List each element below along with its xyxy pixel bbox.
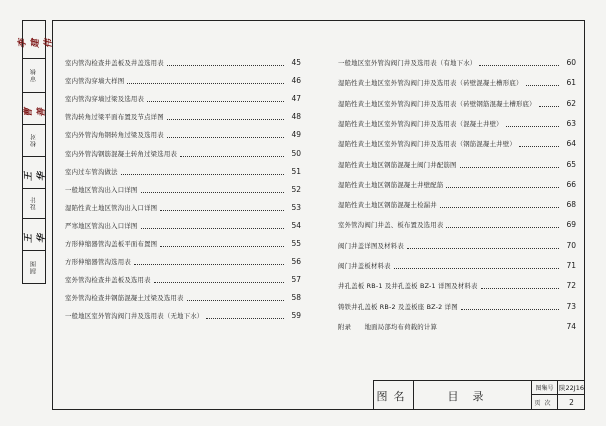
- title-block: [373, 380, 585, 410]
- toc-entry-title: 方形伸缩器管沟盖板平面布置图: [65, 240, 158, 248]
- toc-entry-page: 49: [291, 130, 301, 140]
- toc-entry: [338, 280, 576, 292]
- leader-dots: [506, 126, 559, 127]
- leader-dots: [127, 83, 284, 84]
- toc-entry-page: 46: [291, 76, 301, 86]
- strip-cell-check-label: [23, 125, 45, 157]
- toc-entry-page: 60: [566, 58, 576, 67]
- leader-dots: [187, 300, 284, 301]
- draw-label: 制图: [30, 260, 38, 274]
- toc-entry-page: 55: [291, 239, 301, 248]
- toc-entry: [338, 301, 576, 313]
- signature-designer: 王华: [24, 233, 47, 243]
- leader-dots: [519, 146, 559, 147]
- toc-entry-page: 63: [566, 118, 576, 128]
- leader-dots: [160, 246, 284, 247]
- toc-entry-title: 方形伸缩器管沟选用表: [65, 258, 131, 267]
- toc-entry: [338, 77, 576, 89]
- toc-entry: [338, 138, 576, 150]
- toc-entry-title: 室内管沟检查井盖板及井盖选用表: [65, 59, 164, 67]
- toc-entry-title: 阀门井盖详图及材料表: [338, 241, 404, 250]
- design-label: 设计: [30, 196, 38, 211]
- leader-dots: [446, 187, 559, 188]
- toc-entry: [338, 98, 576, 110]
- toc-entry-page: 70: [566, 240, 576, 250]
- toc-entry-title: 严寒地区管沟出入口详图: [65, 221, 138, 230]
- leader-dots: [121, 174, 284, 175]
- page-number-value: 2: [569, 398, 574, 407]
- toc-entry-title: 附录 地面局部均布荷载的计算: [338, 322, 438, 331]
- leader-dots: [461, 309, 559, 310]
- toc-entry-page: 52: [291, 184, 301, 194]
- toc-entry: [65, 310, 301, 322]
- toc-entry: [65, 202, 301, 214]
- toc-entry-title: 室内管沟穿墙大样图: [65, 77, 125, 86]
- leader-dots: [539, 106, 559, 107]
- strip-cell-draw-label: [23, 251, 45, 283]
- toc-entry: [338, 57, 576, 69]
- toc-entry: [338, 159, 576, 171]
- leader-dots: [141, 192, 285, 193]
- toc-entry-page: 45: [291, 58, 301, 67]
- toc-entry-page: 71: [566, 261, 576, 270]
- toc-entry-title: 室外管沟阀门井盖、板布置及选用表: [338, 221, 444, 230]
- leader-dots: [479, 65, 559, 66]
- toc-entry-title: 湿陷性黄土地区管沟出入口详图: [65, 203, 158, 212]
- toc-entry-title: 室内管沟穿墙过梁及选用表: [65, 95, 145, 104]
- toc-entry-page: 66: [566, 179, 576, 189]
- check-label: 校对: [30, 133, 38, 148]
- toc-entry-title: 室内外管沟钢筋混凝土转角过梁选用表: [65, 149, 178, 158]
- atlas-number-value: 陕22J16: [558, 381, 585, 395]
- page-number-label: 页次: [532, 395, 558, 410]
- toc-entry: [65, 220, 301, 232]
- review-label: 审核: [30, 68, 38, 83]
- toc-entry: [338, 219, 576, 231]
- toc-entry: [338, 240, 576, 252]
- toc-entry: [338, 260, 576, 272]
- leader-dots: [526, 85, 559, 86]
- leader-dots: [167, 119, 284, 120]
- toc-entry-appendix: [338, 321, 576, 333]
- toc-entry-title: 一般地区管沟出入口详图: [65, 185, 138, 194]
- toc-entry: [65, 166, 301, 178]
- toc-entry-title: 管沟转角过梁平面布置及节点详图: [65, 113, 164, 122]
- toc-entry-title: 一般地区室外管沟阀门井及选用表（无地下水）: [65, 312, 204, 321]
- leader-dots: [446, 227, 559, 228]
- strip-cell-chief: [17, 21, 54, 59]
- approval-strip: [17, 20, 54, 284]
- leader-dots: [141, 228, 285, 229]
- toc-entry: [338, 179, 576, 191]
- toc-entry-page: 54: [291, 220, 301, 230]
- toc-entry-title: 湿陷性黄土地区室外管沟阀门井及选用表（混凝土井壁）: [338, 119, 503, 128]
- toc-entry: [65, 274, 301, 286]
- toc-entry-page: 53: [291, 202, 301, 212]
- toc-entry-title: 铸铁井孔盖板 RB-2 及盖板座 BZ-2 详图: [338, 302, 458, 311]
- toc-entry-title: 室内外管沟角钢转角过梁及选用表: [65, 131, 164, 140]
- leader-dots: [481, 288, 559, 289]
- toc-entry-page: 61: [566, 78, 576, 88]
- toc-entry: [65, 256, 301, 268]
- toc-entry-page: 57: [291, 275, 301, 285]
- toc-entry: [65, 93, 301, 105]
- toc-entry-page: 64: [566, 139, 576, 149]
- leader-dots: [154, 282, 284, 283]
- toc-entry-title: 湿陷性黄土地区室外管沟阀门井及选用表（砖壁混凝土槽形底）: [338, 79, 523, 88]
- toc-entry-title: 湿陷性黄土地区室外管沟阀门井及选用表（钢筋混凝土井壁）: [338, 140, 516, 149]
- leader-dots: [440, 207, 559, 208]
- leader-dots: [206, 318, 284, 319]
- drawing-name-label: 图名: [374, 381, 414, 410]
- signature-chief: 李建伟: [17, 38, 54, 48]
- toc-entry-title: 一般地区室外管沟阀门井及选用表（有地下水）: [338, 59, 477, 67]
- leader-dots: [160, 210, 284, 211]
- toc-entry-title: 阀门井盖板材料表: [338, 262, 391, 270]
- toc-entry-page: 69: [566, 220, 576, 230]
- leader-dots: [180, 156, 284, 157]
- toc-entry-title: 湿陷性黄土地区钢筋混凝土检漏井: [338, 201, 437, 210]
- toc-entry: [65, 292, 301, 304]
- toc-entry-page: 65: [566, 159, 576, 169]
- atlas-number-label: 图集号: [532, 381, 558, 395]
- toc-entry: [65, 111, 301, 123]
- toc-entry-page: 74: [566, 321, 576, 331]
- leader-dots: [167, 137, 284, 138]
- toc-entry-page: 62: [566, 98, 576, 108]
- strip-cell-review-sign: [23, 93, 45, 125]
- toc-entry-title: 湿陷性黄土地区钢筋混凝土井壁配筋: [338, 180, 444, 189]
- strip-cell-review-label: [23, 59, 45, 93]
- toc-entry-title: 湿陷性黄土地区钢筋混凝土阀门井配筋图: [338, 160, 457, 169]
- strip-cell-design-label: [23, 189, 45, 219]
- leader-dots: [407, 248, 559, 249]
- toc-entry-title: 室外管沟检查井盖板及选用表: [65, 276, 151, 285]
- drawing-title: 目录: [414, 381, 532, 410]
- toc-entry-title: 室内过车管沟做法: [65, 167, 118, 176]
- leader-dots: [147, 101, 284, 102]
- toc-entry: [338, 118, 576, 130]
- toc-entry: [65, 238, 301, 250]
- toc-entry-title: 室外管沟检查井钢筋混凝土过梁及选用表: [65, 294, 184, 303]
- toc-entry-page: 72: [566, 281, 576, 291]
- leader-dots: [134, 264, 284, 265]
- toc-entry: [65, 57, 301, 69]
- leader-dots: [167, 65, 284, 66]
- toc-entry-page: 73: [566, 301, 576, 311]
- leader-dots: [394, 268, 559, 269]
- toc-entry-page: 68: [566, 200, 576, 210]
- toc-entry: [65, 129, 301, 141]
- toc-entry: [65, 75, 301, 87]
- toc-entry: [338, 199, 576, 211]
- toc-entry: [65, 184, 301, 196]
- toc-entry-page: 47: [291, 94, 301, 104]
- toc-entry-page: 56: [291, 257, 301, 267]
- toc-entry-page: 50: [291, 148, 301, 158]
- toc-entry-title: 湿陷性黄土地区室外管沟阀门井及选用表（砖壁钢筋混凝土槽形底）: [338, 99, 536, 108]
- signature-checker: 王华: [24, 171, 47, 181]
- toc-entry-title: 井孔盖板 RB-1 及井孔盖板 BZ-1 详图及材料表: [338, 282, 478, 291]
- strip-cell-design-sign: [23, 219, 45, 251]
- toc-entry-page: 59: [291, 311, 301, 321]
- toc-entry-page: 48: [291, 112, 301, 122]
- toc-entry-page: 58: [291, 293, 301, 303]
- toc-entry: [65, 148, 301, 160]
- leader-dots: [460, 167, 559, 168]
- signature-reviewer: 曹善: [24, 107, 47, 117]
- toc-entry-page: 51: [291, 166, 301, 176]
- strip-cell-check-sign: [23, 157, 45, 189]
